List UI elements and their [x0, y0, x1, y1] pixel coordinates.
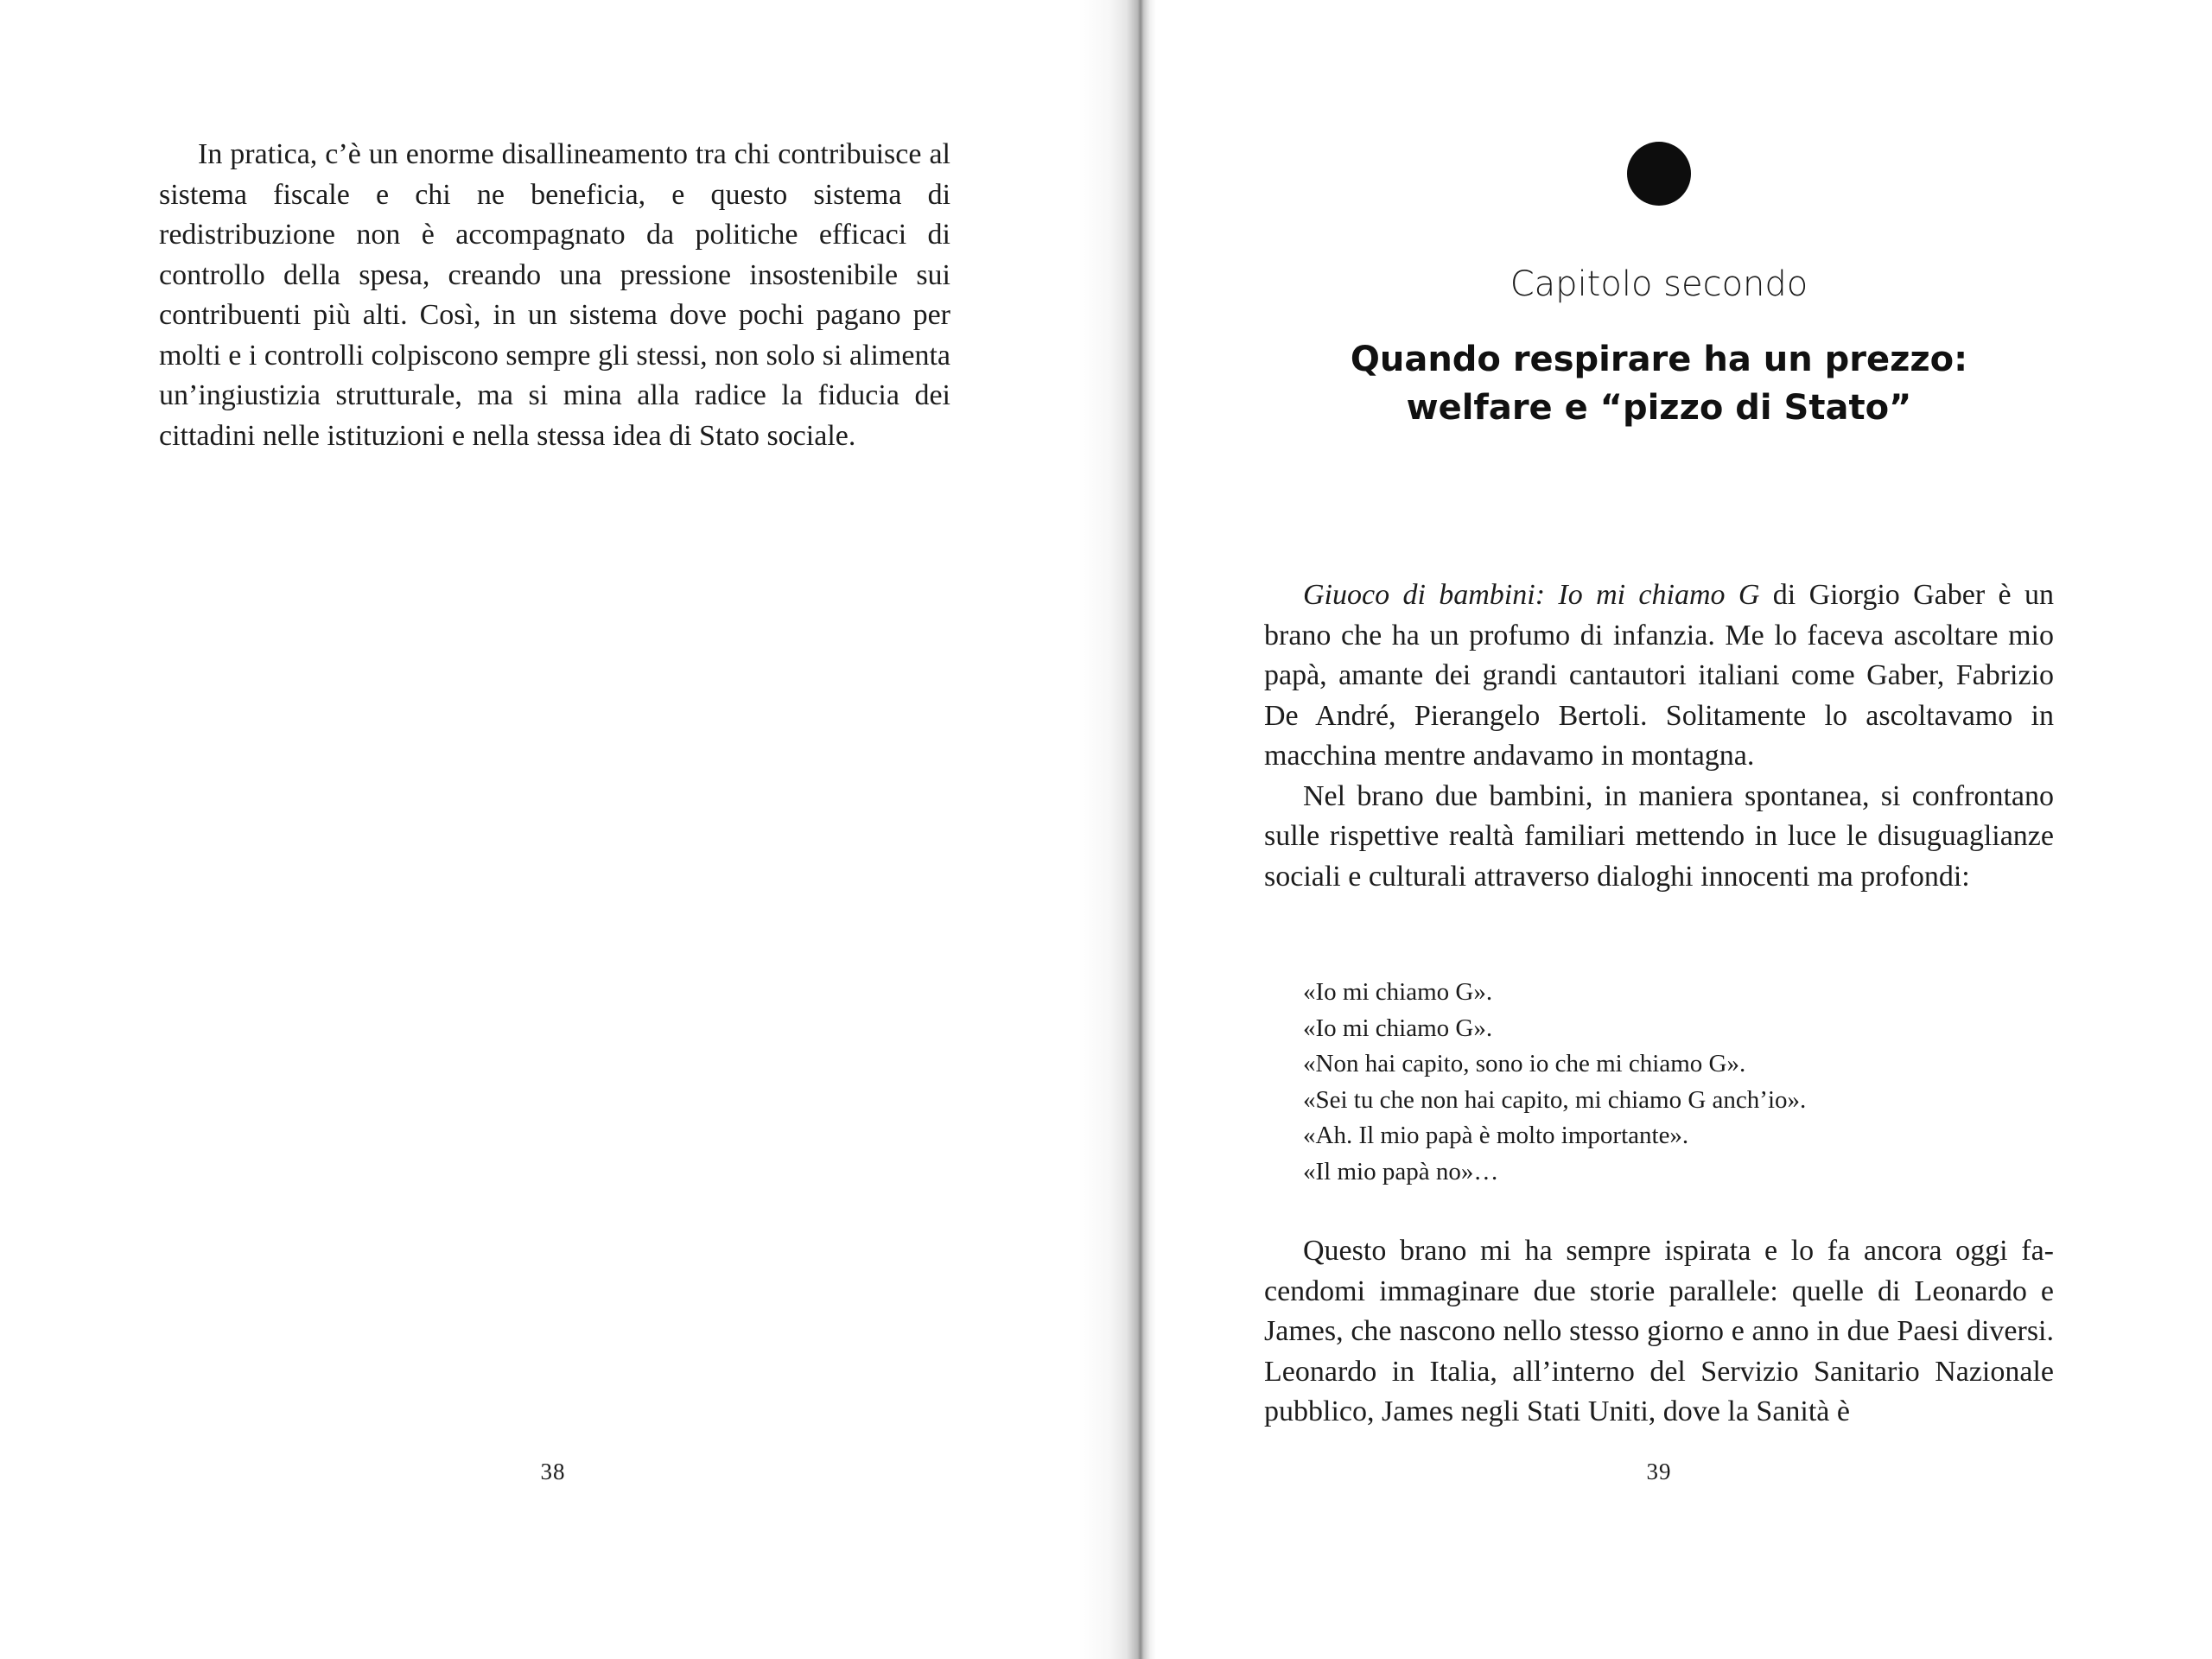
paragraph-3: [1264, 1231, 2054, 1433]
left-paragraph: [159, 135, 950, 456]
quote-line: «Sei tu che non hai capito, mi chiamo G anch’io».: [1303, 1085, 1807, 1114]
text-line: mio papà, amante dei grandi cantautori italiani come Gaber,: [1264, 619, 2054, 691]
text-line: cendomi immaginare due storie parallele: quelle di Leonardo: [1264, 1274, 2027, 1307]
paragraph-2: [1264, 777, 2054, 898]
text-line: tano sulle rispettive realtà familiari mettendo in luce le disu: [1264, 779, 2054, 852]
right-paragraph-3: [1264, 1231, 2054, 1433]
text-line: Fabrizio De André, Pierangelo Bertoli. Solitamente lo ascolta: [1264, 659, 2055, 732]
text-line: Questo brano mi ha sempre ispirata e lo fa ancora oggi fa: [1303, 1235, 2054, 1267]
text-line: controllo della spesa, creando una pressione insostenibile sui: [159, 258, 950, 291]
quote-line: «Io mi chiamo G».: [1303, 1014, 1493, 1042]
quote-line: «Non hai capito, sono io che mi chiamo G».: [1303, 1050, 1746, 1077]
text-line: sociale.: [766, 419, 856, 452]
song-quote: [1303, 975, 1806, 1190]
song-title: Giuoco di bambini: Io mi chiamo G: [1303, 579, 1760, 611]
book-gutter-shadow: [1078, 0, 1156, 1659]
text-line: di redistribuzione non è accompagnato da politiche efficaci di: [159, 178, 951, 251]
text-line: In pratica, c’è un enorme disallineamento tra chi contri: [198, 138, 847, 170]
text-line: vamo in macchina mentre andavamo in montagna.: [1264, 699, 2054, 772]
quote-line: «Il mio papà no»…: [1303, 1157, 1499, 1185]
chapter-title: [1296, 335, 2022, 432]
quote-line: «Io mi chiamo G».: [1303, 978, 1493, 1006]
text-line: brano che ha un profumo di infanzia. Me lo faceva ascoltare: [1264, 619, 1999, 652]
chapter-dot-icon: [1627, 142, 1691, 206]
chapter-title-line: Quando respirare ha un prezzo:: [1350, 340, 1968, 379]
chapter-label: Capitolo secondo: [1510, 264, 1808, 304]
text-line: per molti e i controlli colpiscono sempre gli stessi, non solo: [159, 299, 950, 372]
text-line: guaglianze sociali e culturali attraverso dialoghi innocenti ma: [1264, 820, 2054, 893]
paragraph-1: [1264, 575, 2054, 777]
text-line: Nazionale pubblico, James negli Stati Uniti, dove la Sanità è: [1264, 1355, 2054, 1427]
text-line: buisce al sistema fiscale e chi ne beneficia, e questo sistema: [159, 138, 950, 211]
text-line: si alimenta un’ingiustizia strutturale, ma si mina alla radice la: [159, 339, 951, 411]
text-line: profondi:: [1860, 860, 1970, 893]
text-line: contribuenti più alti. Così, in un sistema dove pochi pagano: [159, 299, 901, 331]
right-paragraphs-intro: [1264, 575, 2054, 897]
page-number-right: 39: [1646, 1459, 1672, 1484]
page-number-left: 38: [540, 1459, 566, 1484]
quote-line: «Ah. Il mio papà è molto importante».: [1303, 1122, 1689, 1149]
text-line: fiducia dei cittadini nelle istituzioni e nella stessa idea di Stato: [159, 379, 950, 452]
text-line: Nel brano due bambini, in maniera spontanea, si confron: [1303, 779, 2004, 812]
text-line: e James, che nascono nello stesso giorno e anno in due Paesi: [1264, 1274, 2054, 1347]
text-line: di Giorgio Gaber è un: [1759, 579, 2054, 611]
left-paragraph-text: [159, 135, 950, 456]
text-line: diversi. Leonardo in Italia, all’interno del Servizio Sanitario: [1264, 1315, 2055, 1388]
chapter-title-line: welfare e “pizzo di Stato”: [1406, 388, 1912, 428]
